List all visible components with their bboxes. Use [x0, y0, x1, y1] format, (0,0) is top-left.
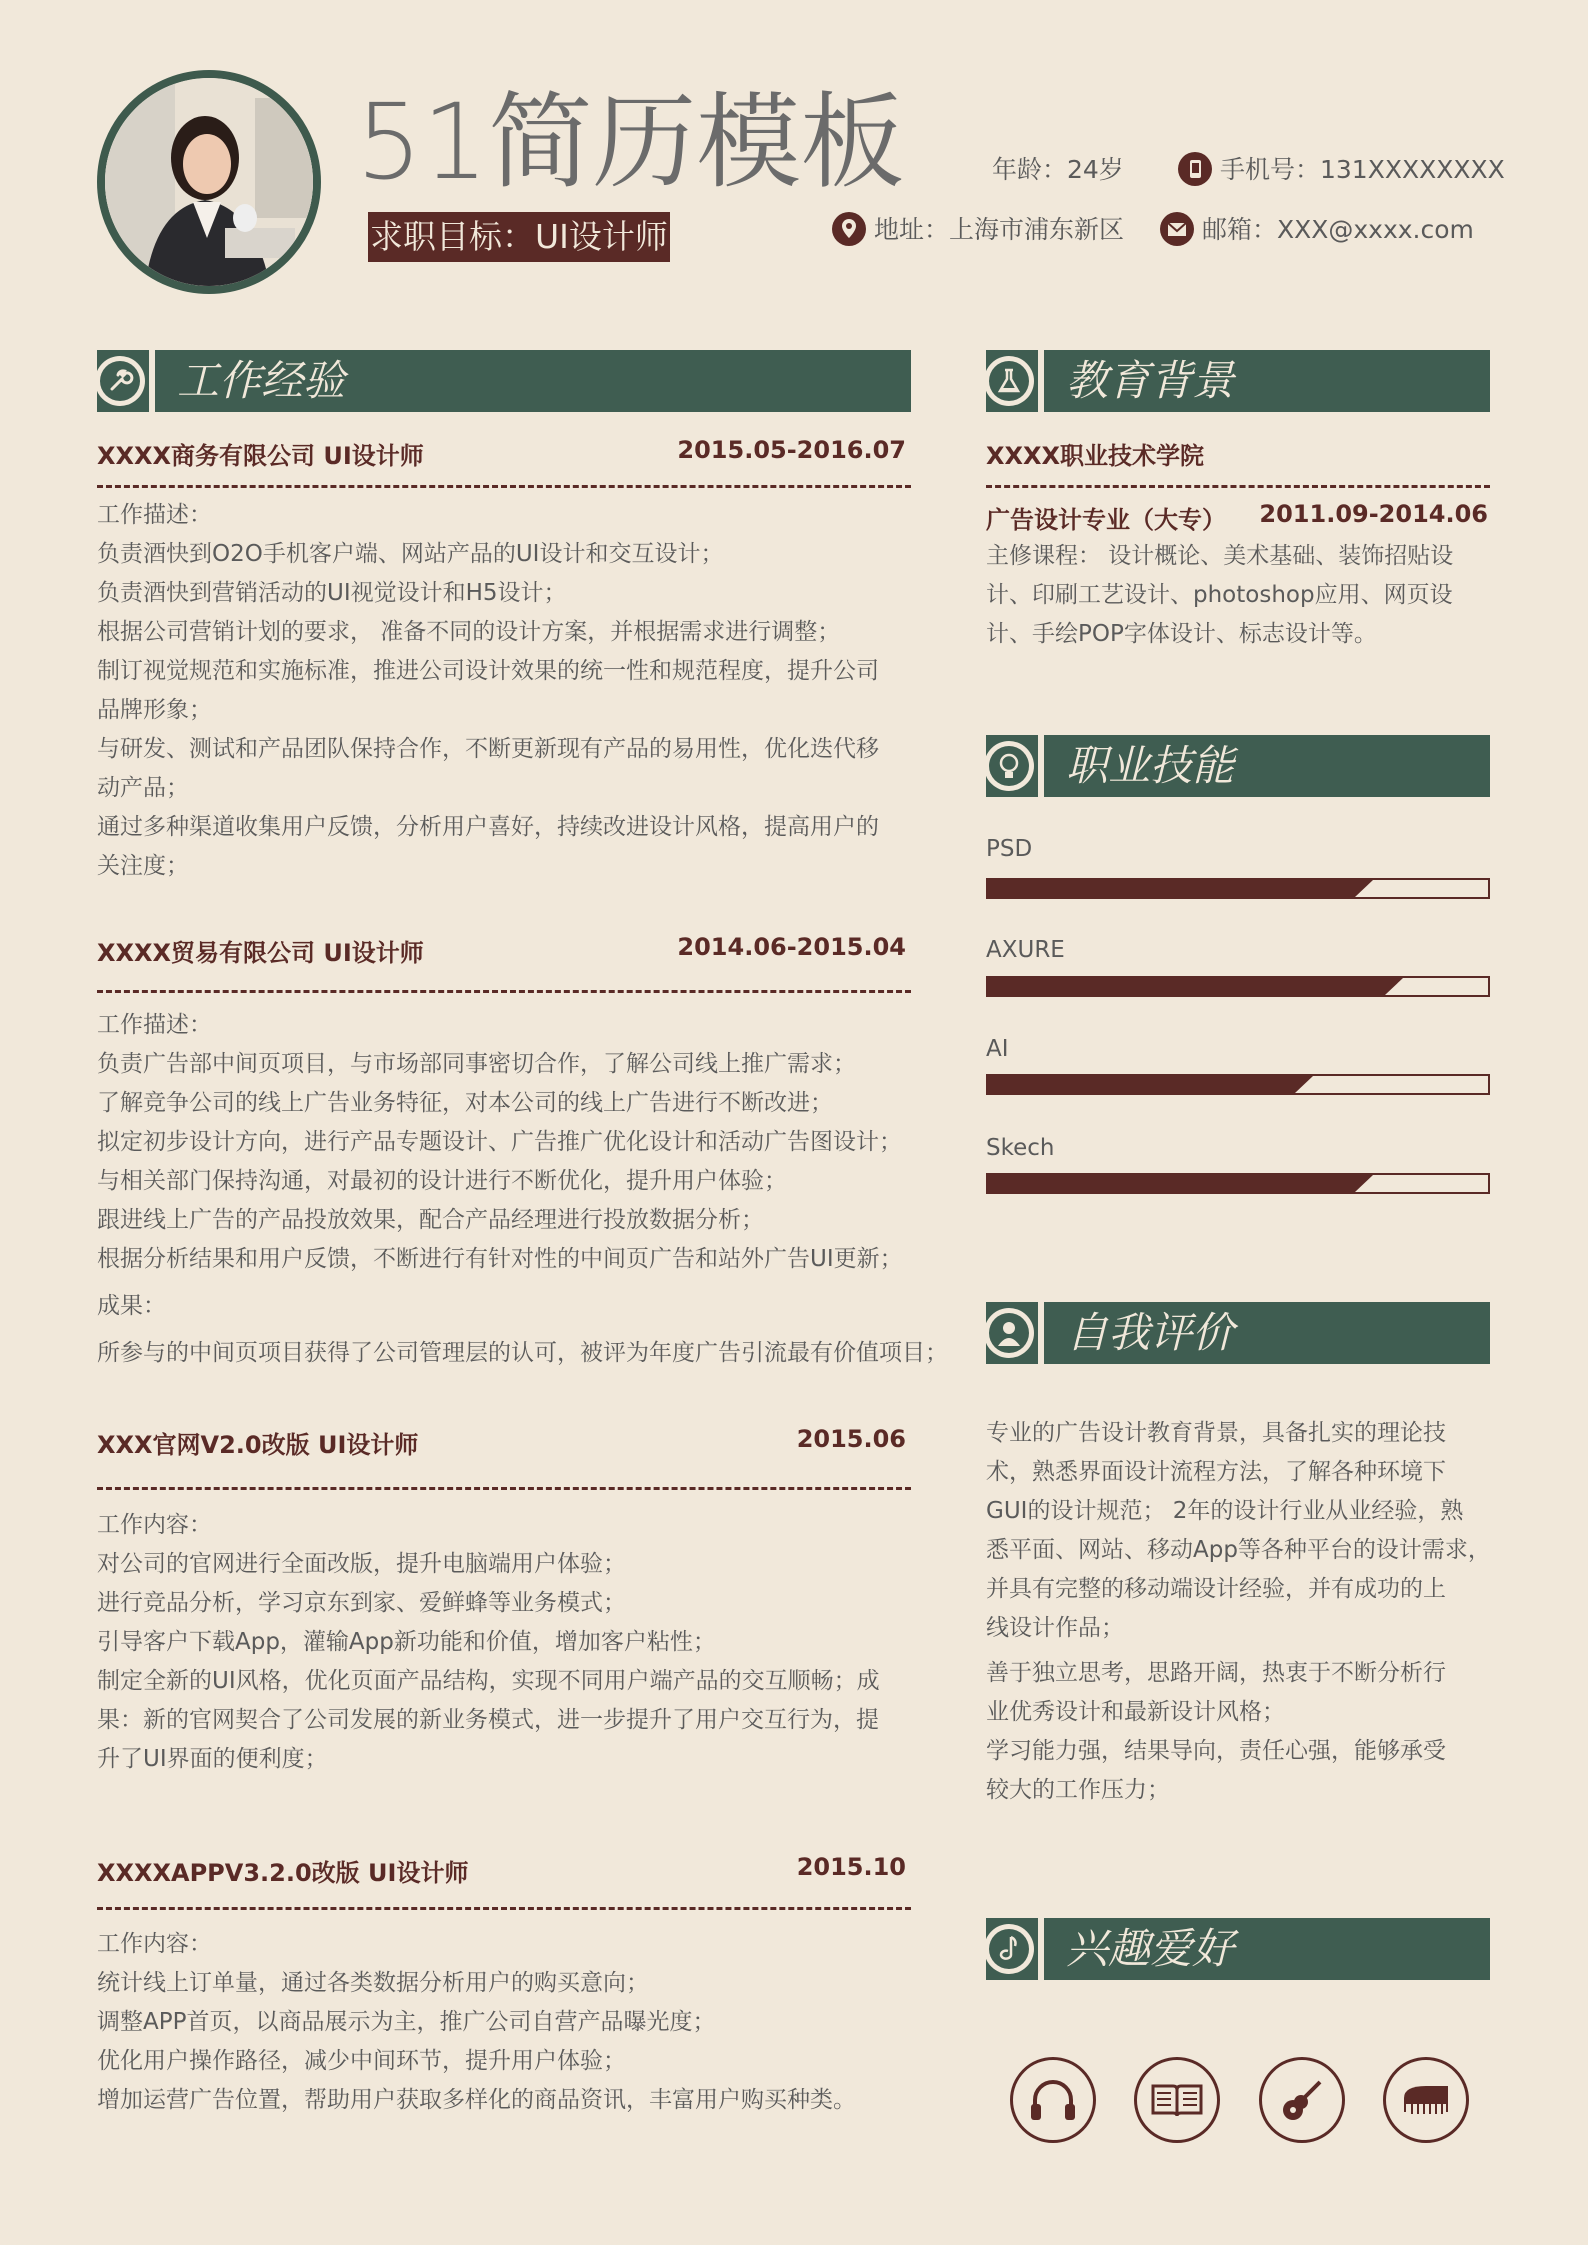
major-name: 广告设计专业（大专） — [986, 506, 1226, 534]
location-icon — [832, 212, 866, 246]
job-1-title: XXXX商务有限公司 UI设计师 — [97, 442, 424, 470]
text-line: 悉平面、网站、移动App等各种平台的设计需求， — [986, 1537, 1491, 1563]
avatar — [97, 70, 321, 294]
text-line: 善于独立思考，思路开阔，热衷于不断分析行 — [986, 1660, 1446, 1686]
email-info — [1160, 212, 1474, 248]
text-line: 根据分析结果和用户反馈，不断进行有针对性的中间页广告和站外广告UI更新； — [97, 1246, 903, 1272]
text-line: 较大的工作压力； — [986, 1777, 1170, 1803]
text-line: GUI的设计规范； 2年的设计行业从业经验，熟 — [986, 1498, 1464, 1524]
text-line: 跟进线上广告的产品投放效果，配合产品经理进行投放数据分析； — [97, 1207, 764, 1233]
text-line: 线设计作品； — [986, 1615, 1124, 1641]
book-icon — [1134, 2057, 1220, 2143]
text-line: 业优秀设计和最新设计风格； — [986, 1699, 1285, 1725]
job-3-desc — [97, 1506, 880, 1779]
text-line: 负责广告部中间页项目，与市场部同事密切合作，了解公司线上推广需求； — [97, 1051, 856, 1077]
divider — [97, 485, 911, 488]
age-info — [992, 152, 1124, 188]
lightbulb-icon — [984, 741, 1034, 791]
text-line: 工作描述： — [97, 1012, 212, 1038]
skill-bar-fill — [988, 880, 1373, 897]
age-text: 年龄：24岁 — [992, 155, 1124, 184]
text-line: 术，熟悉界面设计流程方法，了解各种环境下 — [986, 1459, 1446, 1485]
user-icon — [984, 1308, 1034, 1358]
section-skills-title: 职业技能 — [1066, 741, 1235, 790]
text-line: 优化用户操作路径，减少中间环节，提升用户体验； — [97, 2048, 626, 2074]
text-line: 统计线上订单量，通过各类数据分析用户的购买意向； — [97, 1970, 649, 1996]
skill-name: PSD — [986, 836, 1033, 862]
text-line: 动产品； — [97, 775, 189, 801]
email-icon — [1160, 212, 1194, 246]
text-line: 制订视觉规范和实施标准，推进公司设计效果的统一性和规范程度，提升公司 — [97, 658, 879, 684]
self-eval-text — [986, 1414, 1491, 1810]
school-name: XXXX职业技术学院 — [986, 442, 1205, 470]
address-text: 地址：上海市浦东新区 — [874, 215, 1125, 244]
edu-date: 2011.09-2014.06 — [1259, 500, 1488, 528]
skill-bar — [986, 1074, 1490, 1095]
section-skills-header — [986, 735, 1490, 797]
job-2-date: 2014.06-2015.04 — [677, 933, 906, 961]
text-line: 学习能力强，结果导向，责任心强，能够承受 — [986, 1738, 1446, 1764]
music-icon — [984, 1924, 1034, 1974]
text-line: 对公司的官网进行全面改版，提升电脑端用户体验； — [97, 1551, 626, 1577]
divider — [97, 1907, 911, 1910]
text-line: 计、手绘POP字体设计、标志设计等。 — [986, 621, 1377, 647]
text-line: 负责酒快到O2O手机客户端、网站产品的UI设计和交互设计； — [97, 541, 724, 567]
section-self-header — [986, 1302, 1490, 1364]
section-edu-header — [986, 350, 1490, 412]
text-line: 计、印刷工艺设计、photoshop应用、网页设 — [986, 582, 1453, 608]
skill-bar — [986, 878, 1490, 899]
job-4-title: XXXXAPPV3.2.0改版 UI设计师 — [97, 1859, 469, 1887]
skill-bar — [986, 976, 1490, 997]
job-2-title: XXXX贸易有限公司 UI设计师 — [97, 939, 424, 967]
text-line: 工作内容： — [97, 1512, 212, 1538]
text-line: 与研发、测试和产品团队保持合作，不断更新现有产品的易用性，优化迭代移 — [97, 736, 879, 762]
text-line: 工作内容： — [97, 1931, 212, 1957]
text-line: 负责酒快到营销活动的UI视觉设计和H5设计； — [97, 580, 567, 606]
skill-bar-fill — [988, 1076, 1313, 1093]
text-line: 品牌形象； — [97, 697, 212, 723]
piano-icon — [1383, 2057, 1469, 2143]
edu-desc — [986, 537, 1453, 654]
job-4-desc — [97, 1925, 856, 2120]
text-line: 工作描述： — [97, 502, 212, 528]
text-line: 了解竞争公司的线上广告业务特征，对本公司的线上广告进行不断改进； — [97, 1090, 833, 1116]
skill-name: AXURE — [986, 937, 1065, 963]
job-4-date: 2015.10 — [796, 1853, 906, 1881]
flask-icon — [984, 356, 1034, 406]
job-1-date: 2015.05-2016.07 — [677, 436, 906, 464]
divider — [97, 990, 911, 993]
text-line: 成果： — [97, 1293, 166, 1319]
skill-bar-fill — [988, 1175, 1373, 1192]
section-edu-title: 教育背景 — [1066, 356, 1235, 405]
section-self-title: 自我评价 — [1066, 1308, 1235, 1357]
text-line: 通过多种渠道收集用户反馈，分析用户喜好，持续改进设计风格，提高用户的 — [97, 814, 879, 840]
job-goal: 求职目标：UI设计师 — [368, 212, 670, 262]
wrench-icon — [95, 356, 145, 406]
skill-name: Skech — [986, 1135, 1055, 1161]
job-3-date: 2015.06 — [796, 1425, 906, 1453]
job-1-desc — [97, 496, 879, 886]
page-title: 51简历模板 — [356, 81, 905, 203]
text-line: 果：新的官网契合了公司发展的新业务模式，进一步提升了用户交互行为，提 — [97, 1707, 879, 1733]
text-line: 主修课程： 设计概论、美术基础、装饰招贴设 — [986, 543, 1454, 569]
skill-bar-fill — [988, 978, 1403, 995]
text-line: 引导客户下载App，灌输App新功能和价值，增加客户粘性； — [97, 1629, 716, 1655]
job-3-title: XXX官网V2.0改版 UI设计师 — [97, 1431, 419, 1459]
section-work-header — [97, 350, 911, 412]
phone-icon — [1178, 152, 1212, 186]
text-line: 拟定初步设计方向，进行产品专题设计、广告推广优化设计和活动广告图设计； — [97, 1129, 902, 1155]
divider — [97, 1487, 911, 1490]
text-line: 制定全新的UI风格，优化页面产品结构，实现不同用户端产品的交互顺畅；成 — [97, 1668, 880, 1694]
skill-name: AI — [986, 1036, 1009, 1062]
text-line: 升了UI界面的便利度； — [97, 1746, 328, 1772]
section-work-title: 工作经验 — [177, 356, 346, 405]
text-line: 进行竞品分析，学习京东到家、爱鲜蜂等业务模式； — [97, 1590, 626, 1616]
text-line: 调整APP首页，以商品展示为主，推广公司自营产品曝光度； — [97, 2009, 716, 2035]
text-line: 与相关部门保持沟通，对最初的设计进行不断优化，提升用户体验； — [97, 1168, 787, 1194]
headphones-icon — [1010, 2057, 1096, 2143]
text-line: 增加运营广告位置，帮助用户获取多样化的商品资讯，丰富用户购买种类。 — [97, 2087, 856, 2113]
section-hobby-header — [986, 1918, 1490, 1980]
text-line: 并具有完整的移动端设计经验，并有成功的上 — [986, 1576, 1446, 1602]
text-line: 根据公司营销计划的要求， 准备不同的设计方案，并根据需求进行调整； — [97, 619, 841, 645]
phone-info — [1178, 152, 1505, 188]
section-hobby-title: 兴趣爱好 — [1066, 1924, 1235, 1973]
divider — [986, 485, 1490, 488]
phone-text: 手机号：131XXXXXXXX — [1220, 155, 1505, 184]
address-info — [832, 212, 1124, 248]
skill-bar — [986, 1173, 1490, 1194]
guitar-icon — [1259, 2057, 1345, 2143]
text-line: 关注度； — [97, 853, 189, 879]
email-text: 邮箱：XXX@xxxx.com — [1202, 215, 1474, 244]
text-line: 专业的广告设计教育背景，具备扎实的理论技 — [986, 1420, 1446, 1446]
job-2-desc — [97, 1006, 948, 1373]
text-line: 所参与的中间页项目获得了公司管理层的认可，被评为年度广告引流最有价值项目； — [97, 1340, 948, 1366]
